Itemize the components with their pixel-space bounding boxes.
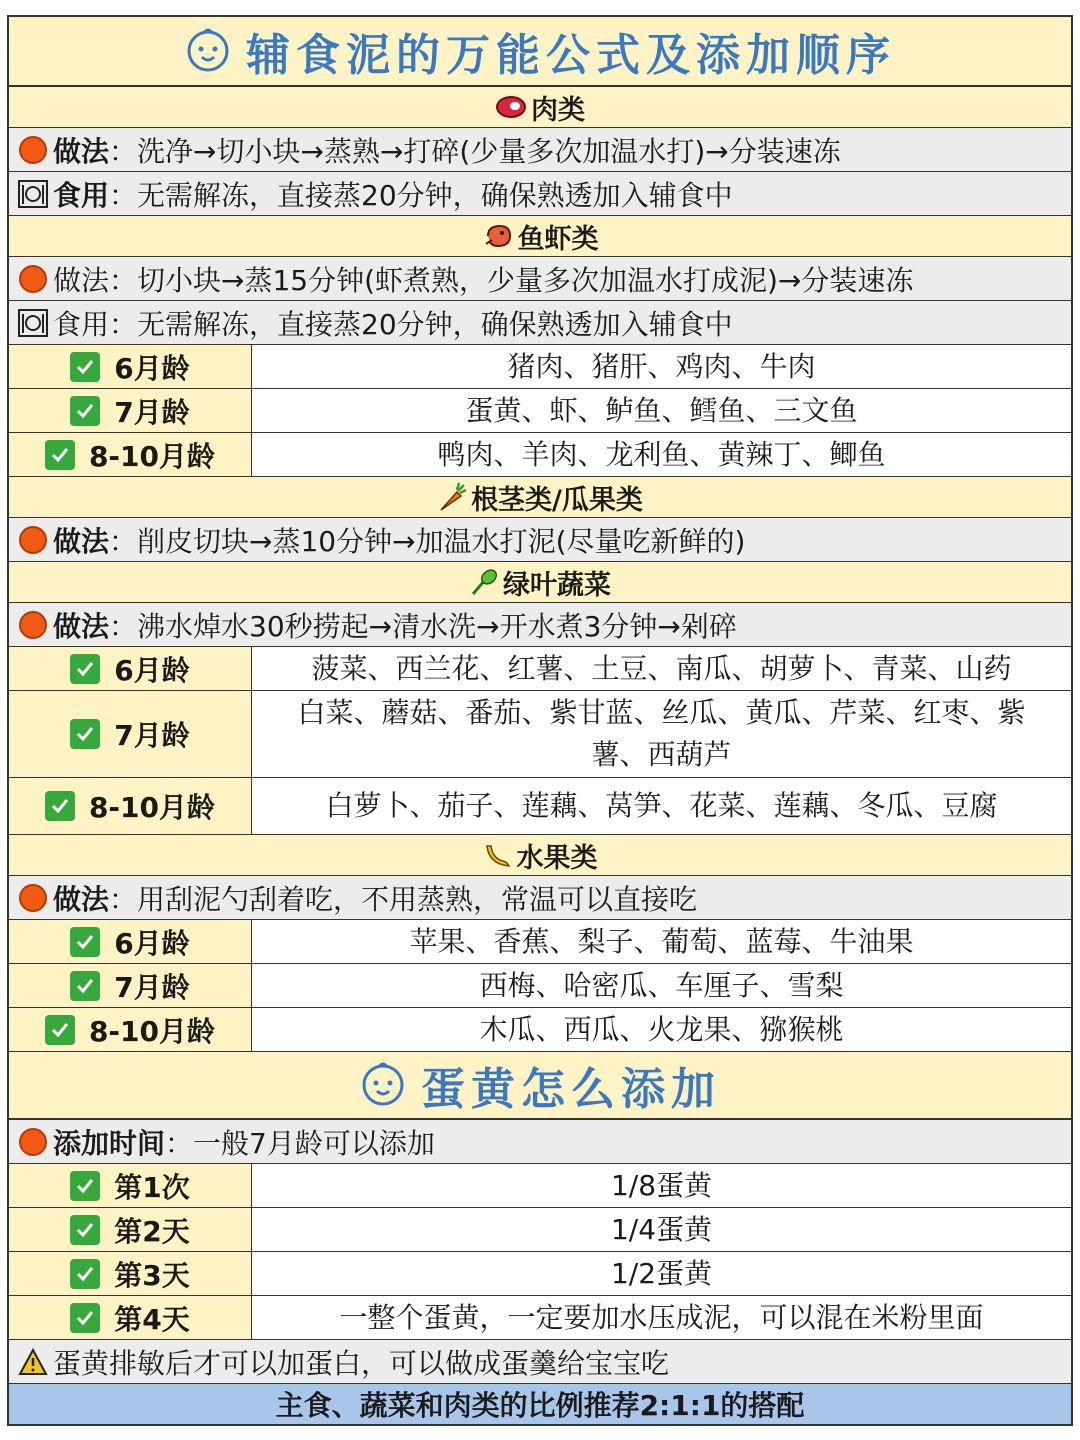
food-list: 猪肉、猪肝、鸡肉、牛肉 bbox=[507, 349, 816, 383]
method-row-fish bbox=[9, 257, 1071, 301]
orange-dot-icon bbox=[15, 611, 51, 639]
method-label: 做法 bbox=[53, 882, 110, 916]
step-amount: 1/8蛋黄 bbox=[610, 1168, 713, 1202]
eat-label: 食用 bbox=[53, 307, 110, 341]
check-icon bbox=[70, 719, 100, 749]
check-icon bbox=[70, 971, 100, 1001]
method-label: 做法 bbox=[53, 609, 110, 643]
footer-row bbox=[9, 1384, 1071, 1424]
egg-time-row bbox=[9, 1120, 1071, 1164]
eat-row-fish bbox=[9, 301, 1071, 345]
age-label: 7月龄 bbox=[114, 970, 190, 1004]
food-puree-chart bbox=[7, 15, 1073, 1426]
check-icon bbox=[70, 396, 100, 426]
carrot-icon bbox=[437, 482, 467, 512]
age-row bbox=[9, 778, 1071, 835]
orange-dot-icon bbox=[15, 884, 51, 912]
method-row-fruit bbox=[9, 876, 1071, 920]
check-icon bbox=[70, 1171, 100, 1201]
check-icon bbox=[45, 1015, 75, 1045]
section-header-root bbox=[9, 477, 1071, 518]
footer-text: 主食、蔬菜和肉类的比例推荐2:1:1的搭配 bbox=[275, 1389, 805, 1422]
eat-row-meat bbox=[9, 172, 1071, 216]
step-amount: 一整个蛋黄，一定要加水压成泥，可以混在米粉里面 bbox=[339, 1300, 984, 1334]
utensils-icon bbox=[15, 308, 51, 338]
check-icon bbox=[70, 352, 100, 382]
method-text: ：沸水焯水30秒捞起→清水洗→开水煮3分钟→剁碎 bbox=[109, 609, 737, 643]
check-icon bbox=[45, 791, 75, 821]
food-list: 西梅、哈密瓜、车厘子、雪梨 bbox=[479, 968, 844, 1002]
age-label: 8-10月龄 bbox=[88, 791, 216, 824]
orange-dot-icon bbox=[15, 1128, 51, 1156]
method-text: ：洗净→切小块→蒸熟→打碎(少量多次加温水打)→分装速冻 bbox=[109, 134, 841, 168]
orange-dot-icon bbox=[15, 136, 51, 164]
warning-text: 蛋黄排敏后才可以加蛋白，可以做成蛋羹给宝宝吃 bbox=[53, 1346, 670, 1380]
section-header-meat bbox=[9, 87, 1071, 128]
section-label: 根茎类/瓜果类 bbox=[471, 484, 643, 516]
age-row bbox=[9, 647, 1071, 691]
section-label: 鱼虾类 bbox=[517, 223, 599, 255]
method-row-meat bbox=[9, 128, 1071, 172]
age-row bbox=[9, 964, 1071, 1008]
eat-label: 食用 bbox=[53, 178, 110, 212]
food-list: 蛋黄、虾、鲈鱼、鳕鱼、三文鱼 bbox=[465, 393, 858, 427]
egg-title: 蛋黄怎么添加 bbox=[421, 1064, 721, 1115]
age-row bbox=[9, 691, 1071, 778]
egg-title-row bbox=[9, 1052, 1071, 1120]
utensils-icon bbox=[15, 179, 51, 209]
age-row bbox=[9, 433, 1071, 477]
section-header-fruit bbox=[9, 835, 1071, 876]
egg-step-row bbox=[9, 1296, 1071, 1340]
step-label: 第1次 bbox=[114, 1170, 190, 1204]
age-label: 6月龄 bbox=[114, 926, 190, 960]
check-icon bbox=[70, 654, 100, 684]
warning-icon bbox=[15, 1348, 51, 1376]
food-list: 苹果、香蕉、梨子、葡萄、蓝莓、牛油果 bbox=[409, 924, 914, 958]
check-icon bbox=[70, 1303, 100, 1333]
section-label: 肉类 bbox=[531, 94, 585, 126]
check-icon bbox=[70, 1259, 100, 1289]
food-list: 白萝卜、茄子、莲藕、莴笋、花菜、莲藕、冬瓜、豆腐 bbox=[325, 789, 998, 822]
egg-step-row bbox=[9, 1208, 1071, 1252]
step-amount: 1/2蛋黄 bbox=[610, 1256, 713, 1290]
step-amount: 1/4蛋黄 bbox=[610, 1212, 713, 1246]
food-list: 鸭肉、羊肉、龙利鱼、黄辣丁、鲫鱼 bbox=[437, 437, 886, 471]
egg-step-row bbox=[9, 1164, 1071, 1208]
orange-dot-icon bbox=[15, 526, 51, 554]
food-list: 白菜、蘑菇、番茄、紫甘蓝、丝瓜、黄瓜、芹菜、红枣、紫薯、西葫芦 bbox=[297, 696, 1026, 771]
egg-step-row bbox=[9, 1252, 1071, 1296]
age-label: 8-10月龄 bbox=[88, 1014, 216, 1048]
method-text: ：削皮切块→蒸10分钟→加温水打泥(尽量吃新鲜的) bbox=[109, 524, 746, 558]
title-row bbox=[9, 17, 1071, 87]
age-row bbox=[9, 389, 1071, 433]
step-label: 第4天 bbox=[114, 1302, 190, 1336]
baby-face-icon bbox=[359, 1059, 407, 1111]
section-header-greens bbox=[9, 562, 1071, 603]
method-text: ：切小块→蒸15分钟(虾煮熟，少量多次加温水打成泥)→分装速冻 bbox=[109, 263, 914, 297]
method-label: 做法 bbox=[53, 134, 110, 168]
shrimp-icon bbox=[482, 222, 514, 250]
food-list: 菠菜、西兰花、红薯、土豆、南瓜、胡萝卜、青菜、山药 bbox=[311, 651, 1012, 685]
method-label: 做法 bbox=[53, 263, 110, 297]
method-text: ：用刮泥勺刮着吃，不用蒸熟，常温可以直接吃 bbox=[109, 882, 698, 916]
step-label: 第2天 bbox=[114, 1214, 190, 1248]
eat-text: ：无需解冻，直接蒸20分钟，确保熟透加入辅食中 bbox=[109, 307, 733, 341]
method-label: 做法 bbox=[53, 524, 110, 558]
leafy-green-icon bbox=[469, 567, 499, 597]
time-text: ：一般7月龄可以添加 bbox=[165, 1126, 435, 1160]
method-row-root bbox=[9, 518, 1071, 562]
eat-text: ：无需解冻，直接蒸20分钟，确保熟透加入辅食中 bbox=[109, 178, 733, 212]
check-icon bbox=[45, 440, 75, 470]
age-label: 6月龄 bbox=[114, 653, 190, 687]
baby-face-icon bbox=[184, 25, 232, 77]
time-label: 添加时间 bbox=[53, 1126, 166, 1160]
age-row bbox=[9, 1008, 1071, 1052]
food-list: 木瓜、西瓜、火龙果、猕猴桃 bbox=[479, 1012, 844, 1046]
orange-dot-icon bbox=[15, 265, 51, 293]
meat-icon bbox=[495, 94, 527, 120]
age-label: 7月龄 bbox=[114, 395, 190, 429]
age-label: 7月龄 bbox=[114, 719, 190, 752]
check-icon bbox=[70, 927, 100, 957]
step-label: 第3天 bbox=[114, 1258, 190, 1292]
section-header-fish bbox=[9, 216, 1071, 257]
banana-icon bbox=[483, 840, 513, 870]
section-label: 水果类 bbox=[516, 842, 598, 874]
age-label: 6月龄 bbox=[114, 351, 190, 385]
page-title: 辅食泥的万能公式及添加顺序 bbox=[246, 30, 896, 81]
method-row-greens bbox=[9, 603, 1071, 647]
age-label: 8-10月龄 bbox=[88, 439, 216, 473]
section-label: 绿叶蔬菜 bbox=[503, 569, 611, 601]
check-icon bbox=[70, 1215, 100, 1245]
age-row bbox=[9, 345, 1071, 389]
warning-row bbox=[9, 1340, 1071, 1384]
age-row bbox=[9, 920, 1071, 964]
